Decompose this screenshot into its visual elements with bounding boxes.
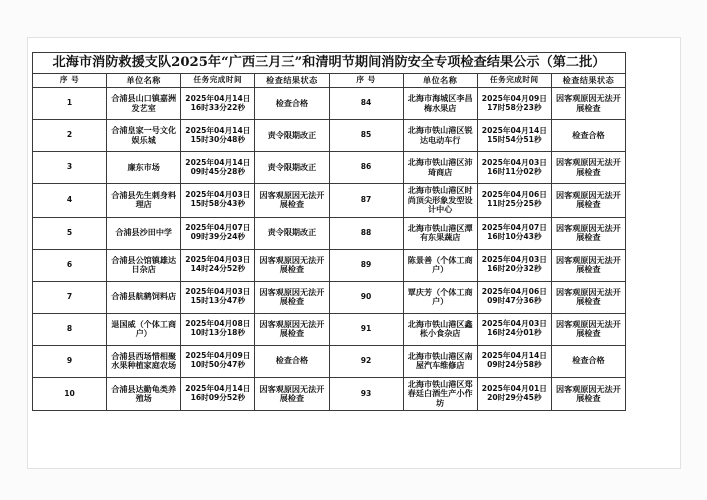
row-unit-right: 北海市铁山港区沛琦商店: [403, 152, 477, 184]
row-time-left: 2025年04月03日 14时24分52秒: [181, 249, 255, 281]
row-index-right: 84: [329, 88, 403, 120]
row-status-left: 因客观原因无法开展检查: [255, 313, 329, 345]
row-time-right: 2025年04月14日 15时54分51秒: [477, 120, 551, 152]
table-row: [33, 345, 626, 377]
row-time-left: 2025年04月14日 09时45分28秒: [181, 152, 255, 184]
row-time-left: 2025年04月03日 15时13分47秒: [181, 281, 255, 313]
row-unit-left: 合浦县达勤龟类养殖场: [107, 377, 181, 411]
row-time-left: 2025年04月14日 16时33分22秒: [181, 88, 255, 120]
row-status-left: 因客观原因无法开展检查: [255, 281, 329, 313]
row-status-left: 责令限期改正: [255, 152, 329, 184]
row-status-left: 责令限期改正: [255, 120, 329, 152]
header-time-left: 任务完成时间: [181, 73, 255, 88]
row-unit-left: 廉东市场: [107, 152, 181, 184]
table-row: [33, 281, 626, 313]
table-row: [33, 377, 626, 411]
row-time-right: 2025年04月01日 20时29分45秒: [477, 377, 551, 411]
row-unit-right: 北海市铁山港区郑春廷白酒生产小作坊: [403, 377, 477, 411]
row-status-left: 因客观原因无法开展检查: [255, 377, 329, 411]
row-index-left: 1: [33, 88, 107, 120]
row-time-right: 2025年04月06日 11时25分25秒: [477, 184, 551, 218]
row-time-left: 2025年04月14日 16时09分52秒: [181, 377, 255, 411]
row-time-right: 2025年04月03日 16时24分01秒: [477, 313, 551, 345]
page-title: 北海市消防救援支队2025年“广西三月三”和清明节期间消防安全专项检查结果公示（第二批）: [33, 53, 626, 74]
title-row: [33, 53, 626, 74]
row-unit-left: 合浦县山口镇嘉洲发艺室: [107, 88, 181, 120]
row-status-right: 因客观原因无法开展检查: [551, 313, 625, 345]
row-status-left: 责令限期改正: [255, 217, 329, 249]
row-status-right: 因客观原因无法开展检查: [551, 281, 625, 313]
row-unit-left: 合浦皇家一号文化娱乐城: [107, 120, 181, 152]
row-status-left: 因客观原因无法开展检查: [255, 249, 329, 281]
table-row: [33, 217, 626, 249]
row-status-left: 因客观原因无法开展检查: [255, 184, 329, 218]
table-row: [33, 152, 626, 184]
row-time-left: 2025年04月07日 09时39分24秒: [181, 217, 255, 249]
row-unit-left: 合浦县先生刺身料理店: [107, 184, 181, 218]
row-time-left: 2025年04月09日 10时50分47秒: [181, 345, 255, 377]
row-index-right: 89: [329, 249, 403, 281]
row-index-left: 3: [33, 152, 107, 184]
table-row: [33, 184, 626, 218]
row-index-left: 5: [33, 217, 107, 249]
row-unit-left: 合浦县西场惜相聚水果种植家庭农场: [107, 345, 181, 377]
table-row: [33, 313, 626, 345]
header-index-left: 序 号: [33, 73, 107, 88]
header-index-right: 序 号: [329, 73, 403, 88]
row-status-right: 因客观原因无法开展检查: [551, 377, 625, 411]
row-status-right: 因客观原因无法开展检查: [551, 184, 625, 218]
row-unit-left: 退国威（个体工商户）: [107, 313, 181, 345]
row-index-right: 86: [329, 152, 403, 184]
header-status-right: 检查结果状态: [551, 73, 625, 88]
row-time-right: 2025年04月03日 16时20分32秒: [477, 249, 551, 281]
row-index-right: 88: [329, 217, 403, 249]
row-unit-left: 合浦县航鹤饲料店: [107, 281, 181, 313]
row-time-right: 2025年04月03日 16时11分02秒: [477, 152, 551, 184]
table-body: [33, 53, 626, 411]
row-unit-right: 覃庆芳（个体工商户）: [403, 281, 477, 313]
row-status-right: 因客观原因无法开展检查: [551, 152, 625, 184]
row-time-right: 2025年04月14日 09时24分58秒: [477, 345, 551, 377]
inspection-results-table: [32, 52, 626, 411]
row-index-right: 92: [329, 345, 403, 377]
row-index-left: 6: [33, 249, 107, 281]
row-index-left: 8: [33, 313, 107, 345]
row-status-right: 检查合格: [551, 345, 625, 377]
table-row: [33, 249, 626, 281]
row-status-left: 检查合格: [255, 88, 329, 120]
row-unit-right: 北海市铁山港区南屋汽车维修店: [403, 345, 477, 377]
row-status-right: 因客观原因无法开展检查: [551, 249, 625, 281]
header-row: [33, 73, 626, 88]
header-status-left: 检查结果状态: [255, 73, 329, 88]
row-time-left: 2025年04月08日 10时13分18秒: [181, 313, 255, 345]
row-unit-right: 陈景善（个体工商户）: [403, 249, 477, 281]
row-time-right: 2025年04月09日 17时58分23秒: [477, 88, 551, 120]
row-index-right: 87: [329, 184, 403, 218]
row-index-left: 10: [33, 377, 107, 411]
row-index-right: 93: [329, 377, 403, 411]
table-row: [33, 120, 626, 152]
header-unit-left: 单位名称: [107, 73, 181, 88]
row-unit-left: 合浦县公馆镇雄达日杂店: [107, 249, 181, 281]
row-time-right: 2025年04月06日 09时47分36秒: [477, 281, 551, 313]
row-unit-left: 合浦县沙田中学: [107, 217, 181, 249]
row-unit-right: 北海市铁山港区锐达电动车行: [403, 120, 477, 152]
header-time-right: 任务完成时间: [477, 73, 551, 88]
row-status-right: 因客观原因无法开展检查: [551, 88, 625, 120]
header-unit-right: 单位名称: [403, 73, 477, 88]
row-time-left: 2025年04月03日 15时58分43秒: [181, 184, 255, 218]
row-time-left: 2025年04月14日 15时30分48秒: [181, 120, 255, 152]
row-status-right: 因客观原因无法开展检查: [551, 217, 625, 249]
row-index-right: 85: [329, 120, 403, 152]
row-index-left: 2: [33, 120, 107, 152]
row-time-right: 2025年04月07日 16时10分43秒: [477, 217, 551, 249]
row-index-right: 91: [329, 313, 403, 345]
row-unit-right: 北海市铁山港区潭有东果蔬店: [403, 217, 477, 249]
row-index-left: 9: [33, 345, 107, 377]
row-status-right: 检查合格: [551, 120, 625, 152]
row-unit-right: 北海市海城区李昌梅水果店: [403, 88, 477, 120]
row-unit-right: 北海市铁山港区鑫枨小食杂店: [403, 313, 477, 345]
table-row: [33, 88, 626, 120]
row-index-left: 4: [33, 184, 107, 218]
row-index-left: 7: [33, 281, 107, 313]
document-page: [28, 38, 680, 468]
row-unit-right: 北海市铁山港区时尚顶尖形象发型设计中心: [403, 184, 477, 218]
row-status-left: 检查合格: [255, 345, 329, 377]
row-index-right: 90: [329, 281, 403, 313]
